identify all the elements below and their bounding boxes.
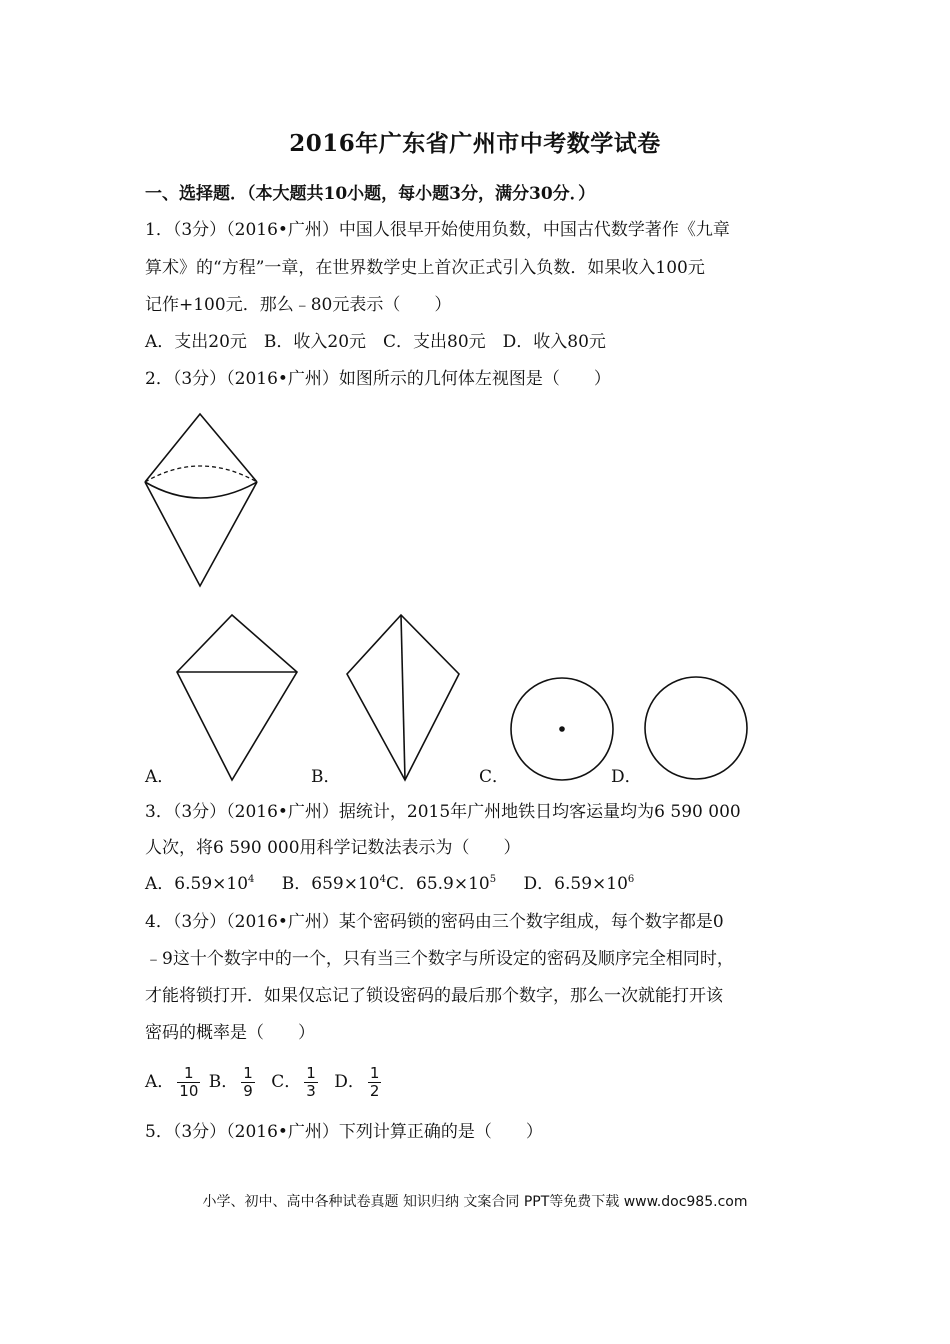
q3-option-a-label: A． (145, 874, 175, 894)
q3-option-b-exp: 4 (379, 874, 386, 885)
q3-option-d-label: D． (523, 874, 555, 894)
q4-option-a-fraction: $\frac{1}{10}$ (179, 1064, 199, 1100)
q3-option-b-base: 659×10 (311, 874, 380, 894)
q4-option-d-fraction: $\frac{1}{2}$ (369, 1064, 380, 1100)
q2-option-b-label: B． (311, 767, 341, 787)
q3-option-a-exp: 4 (248, 874, 255, 885)
q3-option-c-label: C． (386, 874, 417, 894)
q5-line-1: 5．（3分）（2016•广州）下列计算正确的是（ ） (145, 1122, 543, 1142)
q3-option-b-label: B． (281, 874, 312, 894)
q2-option-a-label: A． (145, 767, 175, 787)
q1-line-3: 记作+100元．那么﹣80元表示（ ） (145, 295, 452, 315)
option-b-figure (343, 612, 463, 784)
q4-option-b-fraction: $\frac{1}{9}$ (243, 1064, 253, 1100)
q1-line-1: 1．（3分）（2016•广州）中国人很早开始使用负数，中国古代数学著作《九章 (145, 220, 730, 240)
q3-option-c-base: 65.9×10 (416, 874, 490, 894)
q4-option-c-fraction: $\frac{1}{3}$ (306, 1064, 316, 1100)
q3-line-2: 人次，将6 590 000用科学记数法表示为（ ） (145, 838, 521, 858)
q4-option-d-label: D． (334, 1072, 365, 1092)
q3-option-d-base: 6.59×10 (554, 874, 628, 894)
q2-line-1: 2．（3分）（2016•广州）如图所示的几何体左视图是（ ） (145, 369, 611, 389)
q4-line-4: 密码的概率是（ ） (145, 1023, 315, 1043)
q4-line-3: 才能将锁打开．如果仅忘记了锁设密码的最后那个数字，那么一次就能打开该 (145, 986, 723, 1006)
q2-option-c-label: C． (479, 767, 510, 787)
option-c-figure (507, 674, 617, 784)
q4-options (145, 1060, 384, 1104)
option-d-figure (642, 674, 752, 784)
option-a-figure (172, 612, 302, 784)
q3-option-a-base: 6.59×10 (174, 874, 249, 894)
q3-options (145, 872, 634, 896)
q3-option-c-exp: 5 (489, 874, 497, 885)
q1-line-2: 算术》的“方程”一章，在世界数学史上首次正式引入负数．如果收入100元 (145, 258, 705, 278)
page-title: 2016年广东省广州市中考数学试卷 (289, 130, 661, 157)
section-heading: 一、选择题．（本大题共10小题，每小题3分，满分30分．） (145, 184, 596, 204)
page-footer: 小学、初中、高中各种试卷真题 知识归纳 文案合同 PPT等免费下载 www.doc985.com (202, 1194, 748, 1210)
q3-line-1: 3．（3分）（2016•广州）据统计，2015年广州地铁日均客运量均为6 590 000 (145, 802, 741, 822)
q4-line-1: 4．（3分）（2016•广州）某个密码锁的密码由三个数字组成，每个数字都是0 (145, 912, 724, 932)
q4-line-2: ﹣9这十个数字中的一个，只有当三个数字与所设定的密码及顺序完全相同时， (145, 949, 734, 969)
q1-options: A．支出20元 B．收入20元 C．支出80元 D．收入80元 (145, 332, 606, 352)
q4-option-b-label: B． (208, 1072, 239, 1092)
q4-option-a-label: A． (145, 1072, 175, 1092)
q2-option-d-label: D． (611, 767, 642, 787)
q4-option-c-label: C． (271, 1072, 302, 1092)
q3-option-d-exp: 6 (627, 874, 635, 885)
double-cone-figure (140, 410, 265, 590)
